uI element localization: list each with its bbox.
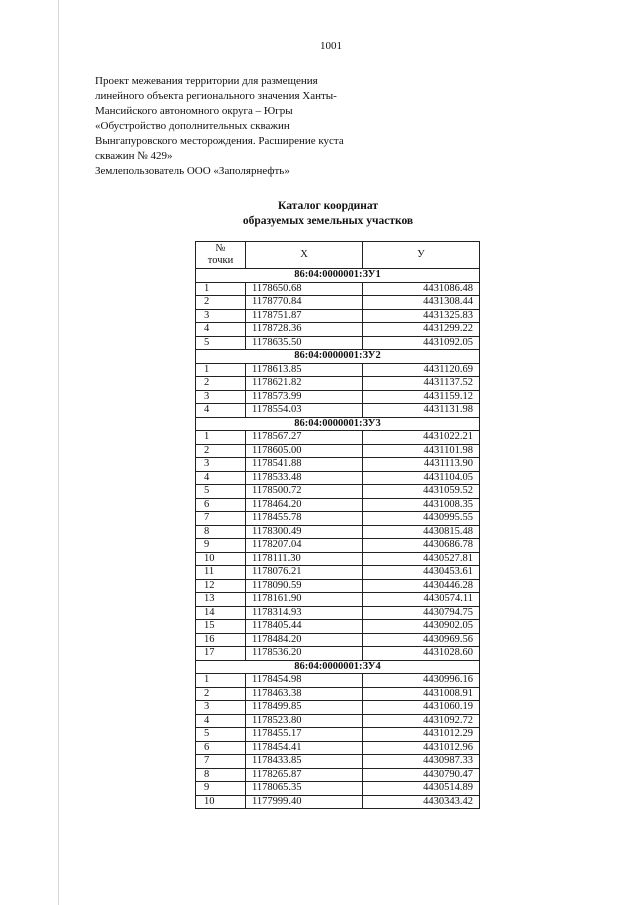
y-coordinate-cell: 4431137.52 — [363, 377, 480, 391]
header-line: «Обустройство дополнительных скважин — [95, 120, 290, 132]
x-coordinate-cell: 1178541.88 — [246, 458, 363, 472]
section-row — [196, 660, 480, 674]
point-number-cell: 7 — [196, 512, 246, 526]
catalog-title — [228, 199, 428, 229]
y-coordinate-cell: 4430527.81 — [363, 552, 480, 566]
section-row — [196, 417, 480, 431]
binding-margin-line — [58, 0, 59, 905]
catalog-title-line2: образуемых земельных участков — [242, 215, 414, 227]
x-coordinate-cell: 1178265.87 — [246, 768, 363, 782]
x-coordinate-cell: 1178621.82 — [246, 377, 363, 391]
x-coordinate-cell: 1178613.85 — [246, 363, 363, 377]
y-coordinate-cell: 4431092.05 — [363, 336, 480, 350]
y-coordinate-cell: 4431028.60 — [363, 647, 480, 661]
x-coordinate-cell: 1178635.50 — [246, 336, 363, 350]
table-row — [196, 377, 480, 391]
y-coordinate-cell: 4431104.05 — [363, 471, 480, 485]
table-row — [196, 768, 480, 782]
table-row — [196, 404, 480, 418]
table-row — [196, 282, 480, 296]
table-row — [196, 390, 480, 404]
point-number-cell: 10 — [196, 795, 246, 809]
y-coordinate-cell: 4431060.19 — [363, 701, 480, 715]
point-number-cell: 9 — [196, 539, 246, 553]
section-label: 86:04:0000001:ЗУ2 — [196, 350, 480, 364]
section-label: 86:04:0000001:ЗУ1 — [196, 269, 480, 283]
point-number-cell: 7 — [196, 755, 246, 769]
section-label: 86:04:0000001:ЗУ4 — [196, 660, 480, 674]
point-number-cell: 1 — [196, 431, 246, 445]
table-row — [196, 579, 480, 593]
table-row — [196, 782, 480, 796]
section-row — [196, 350, 480, 364]
point-number-cell: 6 — [196, 498, 246, 512]
point-number-cell: 13 — [196, 593, 246, 607]
table-row — [196, 512, 480, 526]
table-row — [196, 795, 480, 809]
y-coordinate-cell: 4430815.48 — [363, 525, 480, 539]
table-row — [196, 687, 480, 701]
x-coordinate-cell: 1178567.27 — [246, 431, 363, 445]
table-row — [196, 566, 480, 580]
y-coordinate-cell: 4431092.72 — [363, 714, 480, 728]
table-row — [196, 309, 480, 323]
y-coordinate-cell: 4431012.29 — [363, 728, 480, 742]
x-coordinate-cell: 1178300.49 — [246, 525, 363, 539]
y-coordinate-cell: 4430794.75 — [363, 606, 480, 620]
y-coordinate-cell: 4431086.48 — [363, 282, 480, 296]
point-number-cell: 4 — [196, 714, 246, 728]
point-number-cell: 11 — [196, 566, 246, 580]
header-line: Вынгапуровского месторождения. Расширение куста — [95, 135, 344, 147]
table-row — [196, 606, 480, 620]
y-coordinate-cell: 4431131.98 — [363, 404, 480, 418]
point-number-cell: 15 — [196, 620, 246, 634]
x-coordinate-cell: 1178161.90 — [246, 593, 363, 607]
x-coordinate-cell: 1178455.78 — [246, 512, 363, 526]
header-line: Мансийского автономного округа – Югры — [95, 105, 293, 117]
y-column-header: У — [363, 242, 480, 269]
point-number-cell: 2 — [196, 377, 246, 391]
y-coordinate-cell: 4431299.22 — [363, 323, 480, 337]
point-number-header — [196, 242, 246, 269]
y-coordinate-cell: 4431008.91 — [363, 687, 480, 701]
table-row — [196, 728, 480, 742]
x-coordinate-cell: 1178536.20 — [246, 647, 363, 661]
table-row — [196, 471, 480, 485]
point-number-cell: 14 — [196, 606, 246, 620]
point-number-cell: 1 — [196, 363, 246, 377]
table-row — [196, 444, 480, 458]
point-number-cell: 2 — [196, 296, 246, 310]
table-row — [196, 552, 480, 566]
table-row — [196, 485, 480, 499]
point-number-cell: 5 — [196, 336, 246, 350]
table-row — [196, 458, 480, 472]
y-coordinate-cell: 4431113.90 — [363, 458, 480, 472]
table-row — [196, 647, 480, 661]
project-header — [95, 74, 395, 179]
table-row — [196, 633, 480, 647]
y-coordinate-cell: 4430790.47 — [363, 768, 480, 782]
x-coordinate-cell: 1178500.72 — [246, 485, 363, 499]
x-coordinate-cell: 1178554.03 — [246, 404, 363, 418]
x-coordinate-cell: 1178605.00 — [246, 444, 363, 458]
x-coordinate-cell: 1178090.59 — [246, 579, 363, 593]
y-coordinate-cell: 4430995.55 — [363, 512, 480, 526]
x-coordinate-cell: 1177999.40 — [246, 795, 363, 809]
x-coordinate-cell: 1178207.04 — [246, 539, 363, 553]
table-row — [196, 431, 480, 445]
table-row — [196, 674, 480, 688]
table-row — [196, 593, 480, 607]
x-coordinate-cell: 1178463.38 — [246, 687, 363, 701]
table-row — [196, 741, 480, 755]
point-number-cell: 3 — [196, 701, 246, 715]
x-coordinate-cell: 1178455.17 — [246, 728, 363, 742]
x-coordinate-cell: 1178523.80 — [246, 714, 363, 728]
point-number-cell: 6 — [196, 741, 246, 755]
y-coordinate-cell: 4431325.83 — [363, 309, 480, 323]
y-coordinate-cell: 4430686.78 — [363, 539, 480, 553]
point-number-header-line1: № — [215, 243, 226, 254]
table-row — [196, 755, 480, 769]
x-coordinate-cell: 1178650.68 — [246, 282, 363, 296]
section-row — [196, 269, 480, 283]
point-number-cell: 12 — [196, 579, 246, 593]
table-body — [196, 269, 480, 809]
point-number-cell: 4 — [196, 323, 246, 337]
x-coordinate-cell: 1178454.41 — [246, 741, 363, 755]
x-coordinate-cell: 1178314.93 — [246, 606, 363, 620]
point-number-cell: 5 — [196, 485, 246, 499]
x-coordinate-cell: 1178770.84 — [246, 296, 363, 310]
point-number-cell: 9 — [196, 782, 246, 796]
table-row — [196, 336, 480, 350]
point-number-cell: 3 — [196, 390, 246, 404]
y-coordinate-cell: 4431101.98 — [363, 444, 480, 458]
y-coordinate-cell: 4431059.52 — [363, 485, 480, 499]
y-coordinate-cell: 4430453.61 — [363, 566, 480, 580]
table-row — [196, 701, 480, 715]
x-coordinate-cell: 1178433.85 — [246, 755, 363, 769]
x-coordinate-cell: 1178464.20 — [246, 498, 363, 512]
header-line: Землепользователь ООО «Заполярнефть» — [95, 165, 290, 177]
table-row — [196, 525, 480, 539]
y-coordinate-cell: 4431308.44 — [363, 296, 480, 310]
x-column-header: X — [246, 242, 363, 269]
point-number-cell: 3 — [196, 458, 246, 472]
y-coordinate-cell: 4430574.11 — [363, 593, 480, 607]
point-number-cell: 1 — [196, 282, 246, 296]
y-coordinate-cell: 4430514.89 — [363, 782, 480, 796]
page-number: 1001 — [320, 40, 342, 52]
header-line: Проект межевания территории для размещения — [95, 75, 318, 87]
y-coordinate-cell: 4431022.21 — [363, 431, 480, 445]
section-label: 86:04:0000001:ЗУ3 — [196, 417, 480, 431]
y-coordinate-cell: 4430987.33 — [363, 755, 480, 769]
y-coordinate-cell: 4430343.42 — [363, 795, 480, 809]
y-coordinate-cell: 4430969.56 — [363, 633, 480, 647]
x-coordinate-cell: 1178484.20 — [246, 633, 363, 647]
x-coordinate-cell: 1178111.30 — [246, 552, 363, 566]
y-coordinate-cell: 4430446.28 — [363, 579, 480, 593]
point-number-cell: 4 — [196, 471, 246, 485]
x-coordinate-cell: 1178454.98 — [246, 674, 363, 688]
y-coordinate-cell: 4430902.05 — [363, 620, 480, 634]
table-row — [196, 620, 480, 634]
y-coordinate-cell: 4430996.16 — [363, 674, 480, 688]
point-number-cell: 1 — [196, 674, 246, 688]
point-number-cell: 8 — [196, 768, 246, 782]
x-coordinate-cell: 1178405.44 — [246, 620, 363, 634]
coordinates-table — [195, 241, 480, 809]
x-coordinate-cell: 1178573.99 — [246, 390, 363, 404]
point-number-header-line2: точки — [207, 255, 234, 266]
point-number-cell: 16 — [196, 633, 246, 647]
x-coordinate-cell: 1178076.21 — [246, 566, 363, 580]
x-coordinate-cell: 1178751.87 — [246, 309, 363, 323]
x-coordinate-cell: 1178499.85 — [246, 701, 363, 715]
x-coordinate-cell: 1178728.36 — [246, 323, 363, 337]
table-row — [196, 323, 480, 337]
header-line: линейного объекта регионального значения Ханты- — [95, 90, 337, 102]
table-row — [196, 498, 480, 512]
table-row — [196, 714, 480, 728]
x-coordinate-cell: 1178065.35 — [246, 782, 363, 796]
point-number-cell: 3 — [196, 309, 246, 323]
point-number-cell: 8 — [196, 525, 246, 539]
table-header-row — [196, 242, 480, 269]
header-line: скважин № 429» — [95, 150, 173, 162]
x-coordinate-cell: 1178533.48 — [246, 471, 363, 485]
y-coordinate-cell: 4431159.12 — [363, 390, 480, 404]
catalog-title-line1: Каталог координат — [278, 200, 378, 212]
point-number-cell: 17 — [196, 647, 246, 661]
y-coordinate-cell: 4431008.35 — [363, 498, 480, 512]
table-row — [196, 539, 480, 553]
point-number-cell: 4 — [196, 404, 246, 418]
point-number-cell: 2 — [196, 687, 246, 701]
point-number-cell: 2 — [196, 444, 246, 458]
y-coordinate-cell: 4431012.96 — [363, 741, 480, 755]
point-number-cell: 5 — [196, 728, 246, 742]
table-row — [196, 296, 480, 310]
y-coordinate-cell: 4431120.69 — [363, 363, 480, 377]
table-row — [196, 363, 480, 377]
point-number-cell: 10 — [196, 552, 246, 566]
